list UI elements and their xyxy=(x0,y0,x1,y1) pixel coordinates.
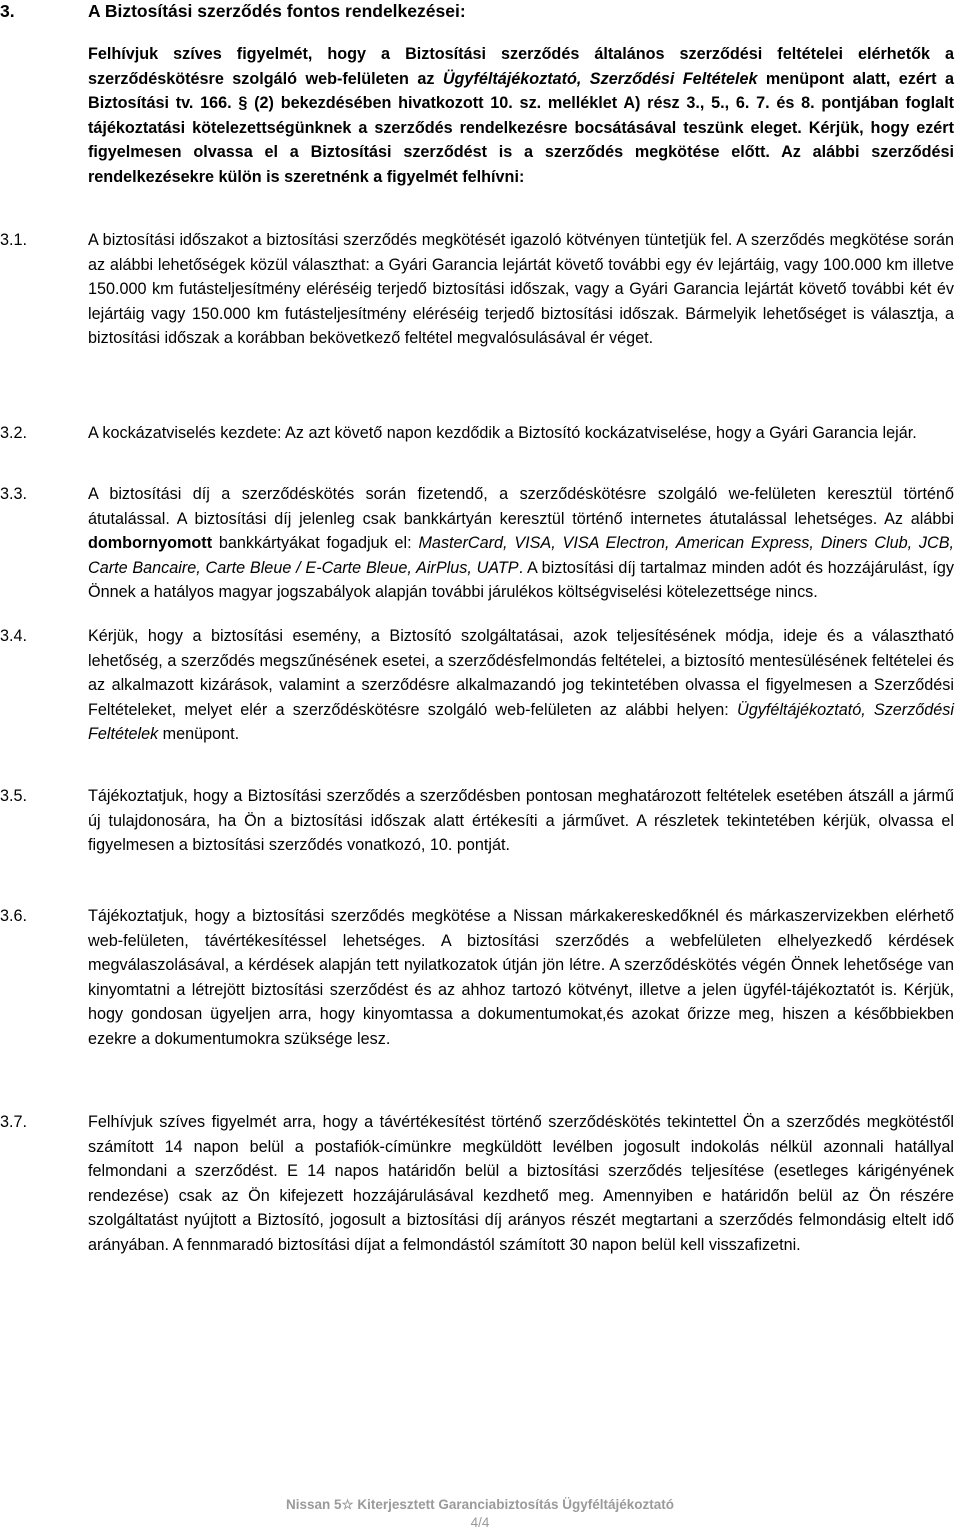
item-number: 3.2. xyxy=(0,424,28,442)
item-text: Tájékoztatjuk, hogy a Biztosítási szerződés a szerződésben pontosan meghatározott feltételek esetében átszáll a jármű új tulajdonosára, ha Ön a biztosítási időszak alatt értékesíti a járművet. A részletek tekintetében kérjük, olvassa el figyelmesen a biztosítási szerződés vonatkozó, 10. pontját. xyxy=(88,787,954,855)
embossed-emphasis: dombornyomott xyxy=(88,534,213,553)
item-3-3 xyxy=(0,482,954,605)
footer-title: Kiterjesztett Garanciabiztosítás Ügyféltájékoztató xyxy=(353,1497,674,1512)
item-text: A biztosítási időszakot a biztosítási szerződés megkötését igazoló kötvényen tüntetjük fel. A szerződés megkötése során az alábbi lehetőségek közül választhat: a Gyári Garancia lejártát követő további egy év lejártáig, vagy 100.000 km illetve 150.000 km futásteljesítmény eléréséig terjedő biztosítási időszak, vagy a Gyári Garancia lejártát követő további két év lejártáig vagy 150.000 km futásteljesítmény eléréséig terjedő biztosítási időszak. Bármelyik lehetőséget is választja, a biztosítási időszak a korábban bekövetkező feltétel megvalósulásával ér véget. xyxy=(88,231,954,348)
item-text-3: . A biztosítási díj tartalmaz minden adót és hozzájárulást, így Önnek a hatályos magyar jogszabályok alapján további járulékos költségviselési kötelezettsége nincs. xyxy=(88,558,954,602)
page-number: 4/4 xyxy=(470,1515,490,1530)
item-text-2: bankkártyákat fogadjuk el: xyxy=(212,534,419,553)
intro-paragraph xyxy=(88,42,954,190)
item-text-2: menüpont. xyxy=(158,725,240,744)
intro-menu-reference: Ügyféltájékoztató, Szerződési Feltételek xyxy=(442,69,758,88)
item-text xyxy=(88,624,954,747)
menu-reference: Ügyféltájékoztató, Szerződési Feltételek xyxy=(88,700,954,744)
item-3-5 xyxy=(0,784,954,858)
item-3-2 xyxy=(0,421,954,446)
item-number: 3.7. xyxy=(0,1113,28,1131)
item-text: A kockázatviselés kezdete: Az azt követő napon kezdődik a Biztosító kockázatviselése, hogy a Gyári Garancia lejár. xyxy=(88,424,917,442)
item-number: 3.1. xyxy=(0,231,28,249)
card-list: MasterCard, VISA, VISA Electron, American Express, Diners Club, JCB, Carte Bancaire, Carte Bleue / E-Carte Bleue, AirPlus, UATP xyxy=(88,534,954,577)
item-3-6 xyxy=(0,904,954,1052)
item-number: 3.5. xyxy=(0,787,28,805)
star-icon: ☆ xyxy=(341,1497,354,1512)
item-text-1: A biztosítási díj a szerződéskötés során fizetendő, a szerződéskötésre szolgáló we-felületen keresztül történő átutalással. A biztosítási díj jelenleg csak bankkártyán keresztül történő internetes átutalással lehetséges. Az alábbi xyxy=(88,485,954,528)
intro-text-1: Felhívjuk szíves figyelmét, hogy a Biztosítási szerződés általános szerződési feltételei elérhetők a szerződéskötésre szolgáló web-felületen az xyxy=(88,45,954,88)
item-text-1: Kérjük, hogy a biztosítási esemény, a Biztosító szolgáltatásai, azok teljesítésének módja, ideje és a választható lehetőség, a szerződés megszűnésének esetei, a szerződésfelmondás feltételei, a biztosító mentesülésének feltételei és az alkalmazott kizárások, valamint a szerződésre alkalmazandó jog tekintetében olvassa el figyelmesen a Szerződési Feltételeket, melyet elér a szerződéskötésre szolgáló web-felületen az alábbi helyen: xyxy=(88,627,954,719)
item-number: 3.4. xyxy=(0,627,28,645)
item-number: 3.6. xyxy=(0,907,28,925)
item-text: Felhívjuk szíves figyelmét arra, hogy a távértékesítést történő szerződéskötés tekintettel Ön a szerződés megkötéstől számított 14 napon belül a postafiók-címünkre megküldött levélben jogosult indokolás nélkül azonnali hatállyal felmondani a szerződést. E 14 napos határidőn belül a biztosítási szerződés teljesítése (esetleges kárigényének rendezése) csak az Ön kifejezett hozzájárulásával kezdhető meg. Amennyiben e határidőn belül az Ön részére szolgáltatást nyújtott a Biztosító, jogosult a biztosítási díj arányos részét megtartani a szerződés felmondásig eltelt idő arányában. A fennmaradó biztosítási díjat a felmondástól számított 30 napon belül kell visszafizetni. xyxy=(88,1113,954,1254)
item-number: 3.3. xyxy=(0,485,28,503)
item-3-1 xyxy=(0,228,954,351)
footer-brand: Nissan 5 xyxy=(286,1497,342,1512)
item-text: Tájékoztatjuk, hogy a biztosítási szerződés megkötése a Nissan márkakereskedőknél és márkaszervizekben elérhető web-felületen, távértékesítéssel lehetséges. A biztosítási szerződés a webfelületen elhelyezkedő kérdések megválaszolásával, a kérdések alapján tett nyilatkozatok útján jön létre. A szerződéskötés végén Önnek lehetősége van kinyomtatni a létrejött biztosítási szerződést és az ahhoz tartozó kötvényt, illetve a jelen ügyfél-tájékoztatót is. Kérjük, hogy gondosan ügyeljen arra, hogy kinyomtassa a dokumentumokat,és azokat őrizze meg, hiszen a későbbiekben ezekre a dokumentumokra szüksége lesz. xyxy=(88,907,954,1048)
item-text xyxy=(88,482,954,605)
item-3-4 xyxy=(0,624,954,747)
page-footer xyxy=(0,1496,960,1514)
section-title: A Biztosítási szerződés fontos rendelkezései: xyxy=(88,1,466,21)
intro-text-2: menüpont alatt, ezért a Biztosítási tv. 166. § (2) bekezdésében hivatkozott 10. sz. melléklet A) rész 3., 5., 6. 7. és 8. pontjában foglalt tájékoztatási kötelezettségünknek a szerződés rendelkezésre bocsátásával teszünk eleget. Kérjük, hogy ezért figyelmesen olvassa el a Biztosítási szerződést is a szerződés megkötése előtt. Az alábbi szerződési rendelkezésekre külön is szeretnénk a figyelmét felhívni: xyxy=(88,69,954,186)
section-number: 3. xyxy=(0,1,15,21)
item-3-7 xyxy=(0,1110,954,1258)
